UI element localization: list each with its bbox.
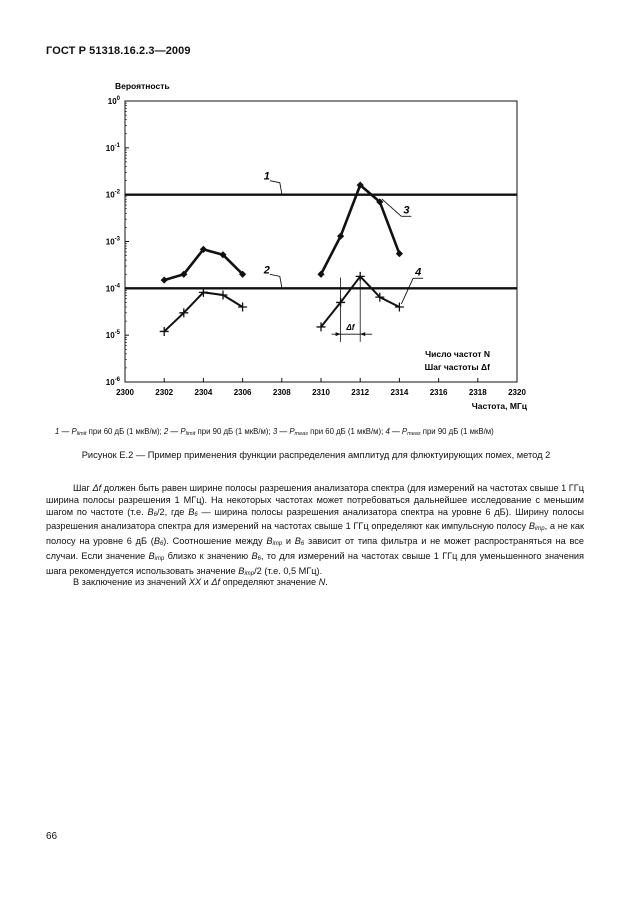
x-tick-label: 2320 bbox=[508, 388, 526, 397]
number-of-frequencies-note: Число частот N bbox=[425, 349, 490, 359]
p1-text-18: и bbox=[282, 536, 295, 547]
legend-item-4-number: 4 — bbox=[385, 427, 400, 436]
figure-caption: Рисунок Е.2 — Пример применения функции распределения амплитуд для флюктуирующих помех, метод 2 bbox=[81, 450, 551, 460]
legend-item-4-text: при 90 дБ (1 мкВ/м) bbox=[420, 427, 494, 436]
p1-b6-sub-5: 6 bbox=[257, 555, 261, 562]
p1-text-6: /2, где bbox=[157, 506, 189, 517]
legend-item-1-text: при 60 дБ (1 мкВ/м); bbox=[86, 427, 162, 436]
p1-bimp-symbol-2: B bbox=[266, 536, 273, 547]
y-tick-exponent: -1 bbox=[114, 142, 120, 149]
p1-text-24: близко к значению bbox=[164, 550, 252, 561]
x-axis-label: Частота, МГц bbox=[471, 401, 527, 411]
legend-item-2-text: при 90 дБ (1 мкВ/м); bbox=[195, 427, 273, 436]
series-4-point bbox=[395, 302, 404, 311]
y-tick-label: $10^{-3}$ bbox=[105, 236, 120, 247]
p1-bimp-sub: imp bbox=[534, 526, 545, 533]
legend-item-3-text: при 60 дБ (1 мкВ/м); bbox=[307, 427, 384, 436]
x-tick-label: 2318 bbox=[468, 388, 487, 397]
legend-item-4-subscript: meas bbox=[407, 431, 421, 437]
legend-item-2-symbol: P bbox=[180, 427, 186, 436]
limit-leader-2 bbox=[270, 274, 282, 287]
p1-b6-symbol-4: B bbox=[294, 536, 301, 547]
series-3-point bbox=[161, 276, 168, 283]
p1-b6-sub-2: 6 bbox=[194, 511, 198, 518]
p2-text-3: и bbox=[201, 577, 212, 587]
series-4-point bbox=[238, 302, 247, 311]
p1-text-1: Шаг bbox=[73, 483, 93, 493]
p1-text-9: — ширина полосы разрешения анализатора спектра на уровне 6 дБ). Ширину полосы разрешения анализатора спектра для измерений на частотах свыше 1 ГГц определяют как импульсную полосу bbox=[46, 506, 584, 532]
p2-delta-f: Δf bbox=[211, 577, 221, 587]
figure-legend bbox=[55, 427, 595, 437]
y-tick-exponent: -5 bbox=[114, 330, 120, 337]
delta-f-label: Δf bbox=[346, 323, 355, 333]
legend-item-4-symbol: P bbox=[401, 427, 408, 436]
p1-text-30: /2 (т.е. 0,5 МГц). bbox=[254, 565, 323, 576]
p1-delta-f: Δf bbox=[92, 483, 102, 493]
body-paragraph-2 bbox=[46, 577, 584, 589]
x-tick-label: 2312 bbox=[351, 388, 370, 397]
p1-text-21: зависит от типа фильтра и не может распространяться на все случаи. Если значение bbox=[46, 536, 584, 561]
y-axis-label: Вероятность bbox=[115, 81, 170, 91]
series-4-leader bbox=[401, 278, 413, 304]
p1-b6-symbol-5: B bbox=[251, 550, 258, 561]
delta-f-arrow-right bbox=[360, 332, 365, 336]
series-3-line bbox=[164, 249, 242, 280]
x-tick-label: 2308 bbox=[272, 388, 291, 397]
series-3-label: 3 bbox=[403, 204, 410, 217]
legend-item-2-number: 2 — bbox=[163, 427, 179, 436]
p2-text-1: В заключение из значений bbox=[73, 577, 189, 587]
series-4-label: 4 bbox=[415, 266, 422, 279]
y-tick-label: $10^{-2}$ bbox=[105, 189, 120, 200]
p1-bimp-symbol-3: B bbox=[148, 550, 155, 561]
y-tick-exponent: -2 bbox=[114, 189, 120, 196]
y-tick-label: $10^{-6}$ bbox=[105, 377, 120, 387]
y-tick-label: $10^{-4}$ bbox=[105, 283, 120, 294]
y-tick-label: $10^{-5}$ bbox=[105, 330, 120, 341]
p2-text-5: определяют значение bbox=[220, 577, 319, 587]
p1-b6-sub: 6 bbox=[153, 511, 157, 518]
document-header: ГОСТ Р 51318.16.2.3—2009 bbox=[46, 45, 191, 57]
legend-item-3-symbol: P bbox=[289, 427, 295, 436]
y-tick-exponent: -3 bbox=[114, 236, 120, 243]
page-number: 66 bbox=[46, 831, 58, 842]
series-4-line bbox=[164, 292, 242, 331]
body-paragraph-1 bbox=[46, 483, 584, 581]
x-tick-label: 2302 bbox=[155, 388, 174, 397]
p1-text-15: ). Соотношение между bbox=[163, 536, 267, 547]
x-tick-label: 2316 bbox=[429, 388, 448, 397]
y-tick-exponent: -6 bbox=[114, 377, 120, 383]
p1-bimp-symbol-4: B bbox=[238, 565, 245, 576]
y-tick-exponent: -4 bbox=[114, 283, 120, 290]
p1-bimp-sub-3: imp bbox=[154, 555, 165, 562]
p1-bimp-symbol: B bbox=[528, 521, 535, 532]
y-tick-label: $10^0$ bbox=[107, 96, 120, 106]
legend-item-3-number: 3 — bbox=[272, 427, 288, 436]
legend-item-1-symbol: P bbox=[71, 427, 77, 436]
p2-xx: XX bbox=[188, 577, 202, 587]
y-tick-exponent: 0 bbox=[116, 96, 120, 102]
y-tick-label: $10^{-1}$ bbox=[105, 142, 120, 153]
p1-b6-symbol-3: B bbox=[153, 536, 160, 547]
plot-frame bbox=[125, 101, 517, 382]
legend-item-1-subscript: limit bbox=[76, 431, 87, 437]
p2-text-7: . bbox=[325, 577, 328, 587]
probability-chart bbox=[0, 0, 630, 425]
legend-item-1-number: 1 — bbox=[55, 427, 70, 436]
p2-n: N bbox=[318, 577, 326, 587]
limit-line-label-2: 2 bbox=[263, 264, 270, 277]
p1-text-3: должен быть равен ширине полосы разрешения анализатора спектра (для измерений на частотах свыше 1 ГГц ширина полосы разрешения 1 МГц). На некоторых частотах может потребоваться дальнейшее исследование с меньшим шагом по частоте (т.е. bbox=[46, 483, 584, 517]
x-tick-label: 2310 bbox=[312, 388, 330, 397]
p1-text-12: , а не как полосу на уровне 6 дБ ( bbox=[46, 521, 584, 547]
series-3-line bbox=[321, 185, 399, 274]
delta-f-arrow-left bbox=[336, 332, 341, 336]
series-4-point bbox=[219, 291, 228, 300]
series-3-point bbox=[396, 250, 403, 257]
p1-text-27: , то для измерений на частотах свыше 1 ГГц для уменьшенного значения шага рекомендуется использовать значение bbox=[46, 550, 584, 576]
p1-b6-sub-3: 6 bbox=[159, 541, 164, 548]
x-tick-label: 2306 bbox=[233, 388, 252, 397]
limit-line-label-1: 1 bbox=[263, 170, 270, 183]
p1-b6-sub-4: 6 bbox=[300, 541, 305, 548]
legend-item-2-subscript: limit bbox=[185, 431, 196, 437]
p1-b6-symbol-2: B bbox=[188, 506, 195, 517]
frequency-step-note: Шаг частоты Δf bbox=[424, 362, 490, 372]
legend-item-3-subscript: meas bbox=[294, 431, 308, 437]
limit-leader-1 bbox=[270, 181, 282, 194]
p1-bimp-sub-4: imp bbox=[244, 570, 255, 577]
x-tick-label: 2314 bbox=[390, 388, 409, 397]
p1-bimp-sub-2: imp bbox=[272, 541, 283, 548]
p1-b6-symbol: B bbox=[147, 506, 154, 517]
x-tick-label: 2300 bbox=[116, 388, 134, 397]
x-tick-label: 2304 bbox=[194, 388, 213, 397]
